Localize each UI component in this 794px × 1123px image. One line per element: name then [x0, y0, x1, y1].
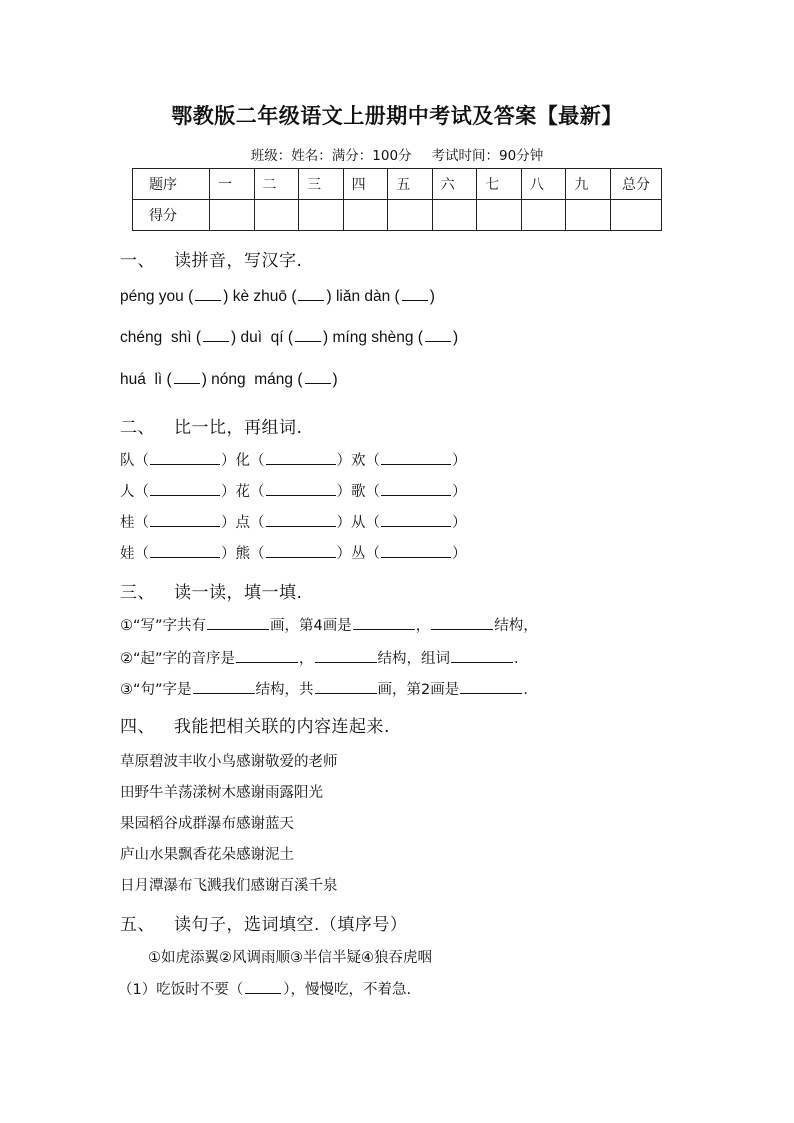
page-title: 鄂教版二年级语文上册期中考试及答案【最新】 [171, 103, 623, 128]
fill-question-3: ③“句”字是 结构，共 画，第2画是 . [120, 678, 528, 699]
section-3-heading: 三、 读一读，填一填. [120, 583, 303, 603]
word-row-3: 桂（ ）点（ ）从（ ） [120, 511, 467, 532]
table-cell: 四 [343, 169, 388, 200]
table-cell: 总分 [611, 169, 662, 200]
table-cell: 八 [521, 169, 566, 200]
table-cell: 九 [566, 169, 611, 200]
pinyin-line-2: chéng shì ( ) duì qí ( ) míng shèng ( ) [120, 329, 459, 346]
word-row-2: 人（ ）花（ ）歌（ ） [120, 480, 467, 501]
score-cell [343, 200, 388, 231]
section-5-heading: 五、 读句子，选词填空.（填序号） [120, 915, 408, 935]
pinyin-line-3: huá lì ( ) nóng máng ( ) [120, 371, 338, 388]
fill-question-1: ①“写”字共有 画，第4画是 ， 结构， [120, 614, 538, 635]
score-cell [254, 200, 299, 231]
fill-question-2: ②“起”字的音序是 ， 结构，组词 . [120, 647, 519, 668]
score-table [132, 168, 662, 231]
fill-sentence-1: （1）吃饭时不要（ ），慢慢吃，不着急. [118, 982, 412, 998]
table-cell: 题序 [133, 169, 210, 200]
score-table-score-row [133, 200, 662, 231]
score-cell [611, 200, 662, 231]
section-1-heading: 一、 读拼音，写汉字. [120, 251, 303, 271]
score-cell [299, 200, 344, 231]
match-line-1: 草原碧波丰收小鸟感谢敬爱的老师 [120, 754, 338, 770]
section-4-heading: 四、 我能把相关联的内容连起来. [120, 717, 390, 737]
table-cell: 二 [254, 169, 299, 200]
score-cell [521, 200, 566, 231]
score-cell [566, 200, 611, 231]
score-cell [477, 200, 522, 231]
class-name-score: 班级：姓名：满分：100分 [250, 148, 412, 164]
word-options: ①如虎添翼②风调雨顺③半信半疑④狼吞虎咽 [148, 950, 432, 966]
match-line-2: 田野牛羊荡漾树木感谢雨露阳光 [120, 785, 323, 801]
score-table-header-row [133, 169, 662, 200]
section-2-heading: 二、 比一比，再组词. [120, 418, 303, 438]
exam-time: 考试时间：90分钟 [431, 148, 544, 164]
table-cell: 得分 [133, 200, 210, 231]
table-cell: 五 [388, 169, 433, 200]
exam-info [0, 144, 794, 164]
table-cell: 六 [432, 169, 477, 200]
score-cell [388, 200, 433, 231]
word-row-4: 娃（ ）熊（ ）丛（ ） [120, 542, 467, 563]
table-cell: 一 [210, 169, 255, 200]
table-cell: 三 [299, 169, 344, 200]
match-line-5: 日月潭瀑布飞溅我们感谢百溪千泉 [120, 878, 338, 894]
match-line-4: 庐山水果飘香花朵感谢泥土 [120, 847, 294, 863]
pinyin-line-1: péng you ( ) kè zhuō ( ) liǎn dàn ( ) [120, 288, 435, 305]
table-cell: 七 [477, 169, 522, 200]
score-cell [432, 200, 477, 231]
score-cell [210, 200, 255, 231]
match-line-3: 果园稻谷成群瀑布感谢蓝天 [120, 816, 294, 832]
word-row-1: 队（ ）化（ ）欢（ ） [120, 449, 467, 470]
